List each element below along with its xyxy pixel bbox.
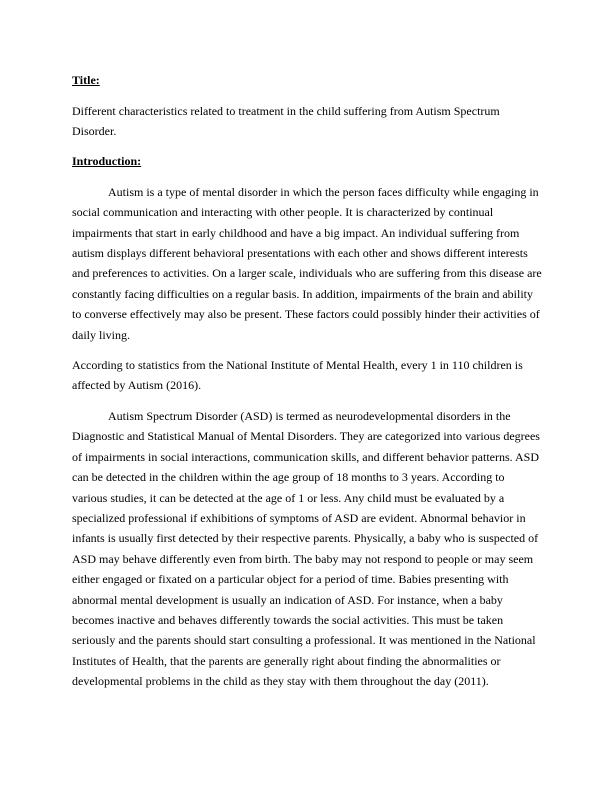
title-text: Different characteristics related to treatment in the child suffering from Autism Spectrum Disorder. <box>72 103 500 138</box>
paragraph-statistics: According to statistics from the National Institute of Mental Health, every 1 in 110 children is affected by Autism (2016). <box>72 358 523 393</box>
document-body <box>72 70 542 702</box>
introduction-heading: Introduction: <box>72 154 142 169</box>
title-heading: Title: <box>72 73 100 87</box>
paragraph-asd-description: Autism Spectrum Disorder (ASD) is termed as neurodevelopmental disorders in the Diagnostic and Statistical Manual of Mental Disorders. They are categorized into various degrees of impairments in social interactions, communication skills, and different behavior patterns. ASD can be detected in the children within the age group of 18 months to 3 years. According to various studies, it can be detected at the age of 1 or less. Any child must be evaluated by a specialized professional if exhibitions of symptoms of ASD are evident. Abnormal behavior in infants is usually first detected by their respective parents. Physically, a baby who is suspected of ASD may behave differently even from birth. The baby may not respond to people or may seem either engaged or fixated on a particular object for a period of time. Babies presenting with abnormal mental development is usually an indication of ASD. For instance, when a baby becomes inactive and behaves differently towards the social activities. This must be taken seriously and the parents should start consulting a professional. It was mentioned in the National Institutes of Health, that the parents are generally right about finding the abnormalities or developmental problems in the child as they stay with them throughout the day (2011). <box>72 408 540 689</box>
paragraph-autism-definition: Autism is a type of mental disorder in which the person faces difficulty while engaging in social communication and interacting with other people. It is characterized by continual impairments that start in early childhood and have a big impact. An individual suffering from autism displays different behavioral presentations with each other and shows different interests and preferences to activities. On a larger scale, individuals who are suffering from this disease are constantly facing difficulties on a regular basis. In addition, impairments of the brain and ability to converse effectively may also be present. These factors could possibly hinder their activities of daily living. <box>72 184 542 342</box>
